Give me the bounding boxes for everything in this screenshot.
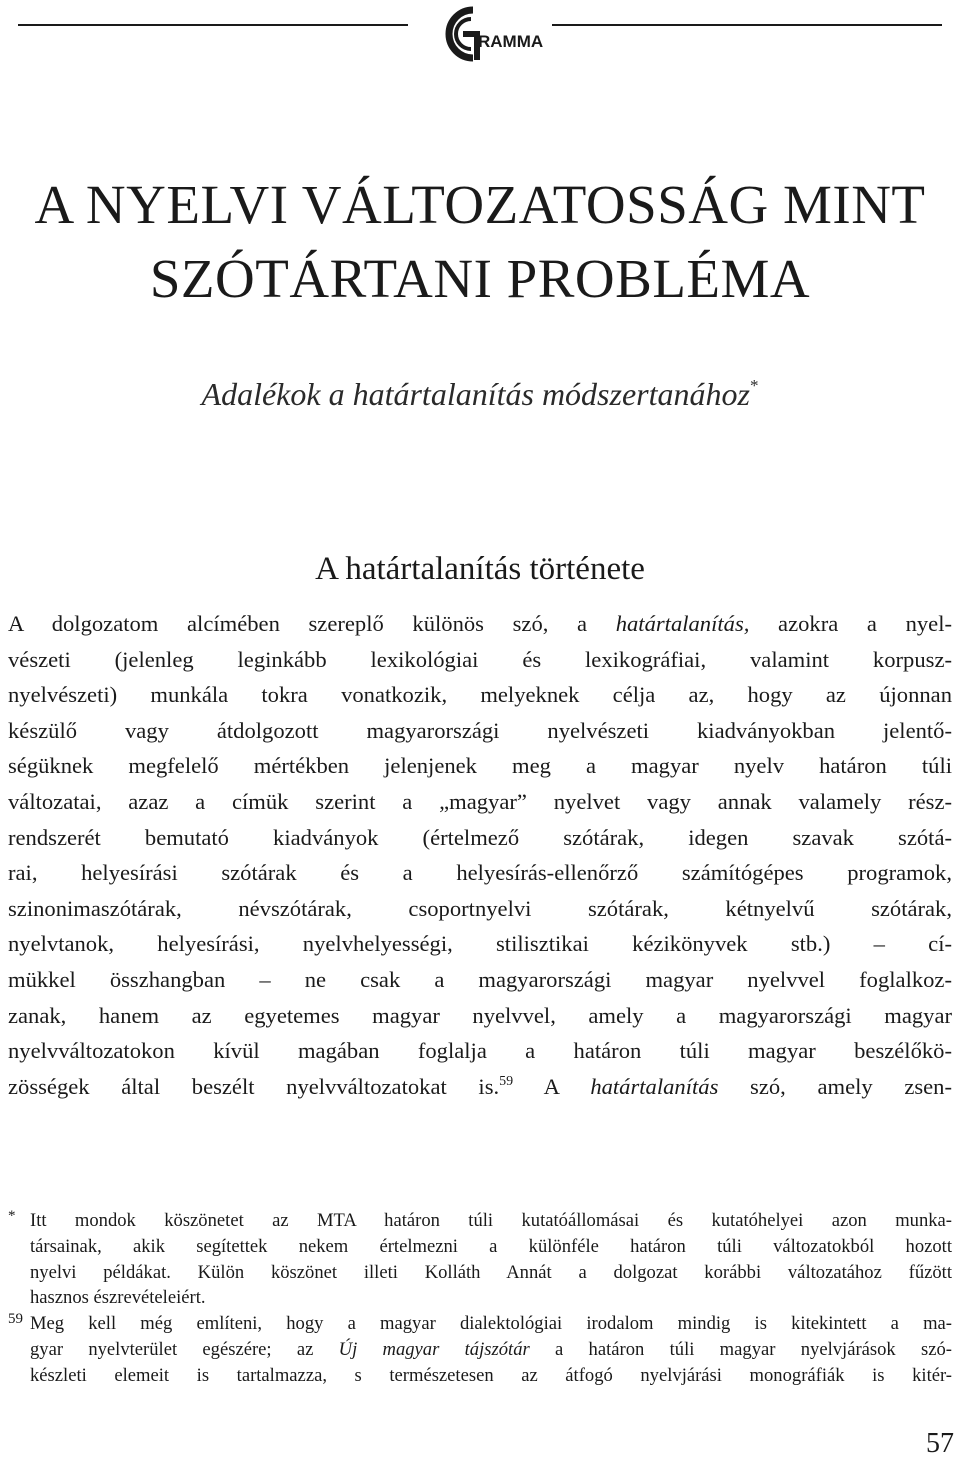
title-line-1: A NYELVI VÁLTOZATOSSÁG MINT xyxy=(34,174,926,235)
body-line-8: rai, helyesírási szótárak és a helyesírás-ellenőrző számítógépes programok, xyxy=(8,860,952,886)
footnote-star-line-2: társainak, akik segítettek nekem értelmezni a különféle határon túli változatokból hozott xyxy=(30,1235,952,1257)
emphasis-term: határtalanítás xyxy=(590,1073,719,1099)
body-line-9: szinonimaszótárak, névszótárak, csoportnyelvi szótárak, kétnyelvű szótárak, xyxy=(8,895,952,921)
body-line-2: vészeti (jelenleg leginkább lexikológiai és lexikográfiai, valamint korpusz- xyxy=(8,646,952,672)
page-title xyxy=(0,168,960,316)
body-line-14: zösségek által beszélt nyelvváltozatokat is.$^{59}$ A határtalanítás szó, amely zsen- xyxy=(8,1073,952,1099)
body-line-13: nyelvváltozatokon kívül magában foglalja a határon túli magyar beszélőkö- xyxy=(8,1038,952,1064)
section-heading: A határtalanítás története xyxy=(315,551,645,587)
body-line-11: mükkel összhangban – ne csak a magyarországi magyar nyelvvel foglalkoz- xyxy=(8,966,952,992)
footnote-star-line-1: * Itt mondok köszönetet az MTA határon túli kutatóállomásai és kutatóhelyei azon munka- xyxy=(8,1208,952,1231)
body-line-12: zanak, hanem az egyetemes magyar nyelvvel, amely a magyarországi magyar xyxy=(8,1002,952,1028)
footnotes xyxy=(8,1208,952,1389)
title-line-2: SZÓTÁRTANI PROBLÉMA xyxy=(149,248,811,309)
body-line-7: rendszerét bemutató kiadványok (értelmező szótárak, idegen szavak szótá- xyxy=(8,824,952,850)
body-line-5: ségüknek megfelelő mértékben jelenjenek meg a magyar nyelv határon túli xyxy=(8,753,952,779)
subtitle xyxy=(0,372,960,416)
body-paragraph xyxy=(8,606,952,1104)
body-line-3: nyelvészeti) munkála tokra vonatkozik, melyeknek célja az, hogy az újonnan xyxy=(8,682,952,708)
footnote-59-line-3: készleti elemeit is tartalmazza, s természetesen az átfogó nyelvjárási monográfiák is kitér- xyxy=(30,1364,952,1386)
subtitle-footnote-mark: * xyxy=(749,376,759,395)
emphasis-title: Új magyar tájszótár xyxy=(338,1338,530,1360)
footnote-59-line-1: 59 Meg kell még említeni, hogy a magyar dialektológiai irodalom mindig is kitekintett a ma- xyxy=(8,1311,952,1335)
header-rule-left xyxy=(18,24,408,26)
body-line-10: nyelvtanok, helyesírási, nyelvhelyességi, stilisztikai kézikönyvek stb.) – cí- xyxy=(8,931,952,957)
gramma-logo xyxy=(430,2,544,66)
subtitle-text: Adalékok a határtalanítás módszertanához xyxy=(201,376,750,412)
body-line-4: készülő vagy átdolgozott magyarországi nyelvészeti kiadványokban jelentő- xyxy=(8,717,952,743)
page-number: 57 xyxy=(926,1428,954,1459)
body-line-6: változatai, azaz a címük szerint a „magyar” nyelvet vagy annak valamely rész- xyxy=(8,788,952,814)
footnote-star-line-3: nyelvi példákat. Külön köszönet illeti Kolláth Annát a dolgozat korábbi változatához fűzött xyxy=(30,1261,952,1283)
header-rule-right xyxy=(552,24,942,26)
footnote-star-line-4: hasznos észrevételeiért. xyxy=(30,1287,206,1309)
footnote-reference-59[interactable]: 59 xyxy=(499,1073,514,1089)
emphasis-term: határtalanítás, xyxy=(615,611,750,636)
footnote-59-line-2: gyar nyelvterület egészére; az Új magyar tájszótár a határon túli magyar nyelvjárások szó- xyxy=(30,1338,952,1360)
body-line-1: A dolgozatom alcímében szereplő különös szó, a határtalanítás, azokra a nyel- xyxy=(8,611,952,636)
logo-text: RAMMA xyxy=(478,32,544,51)
